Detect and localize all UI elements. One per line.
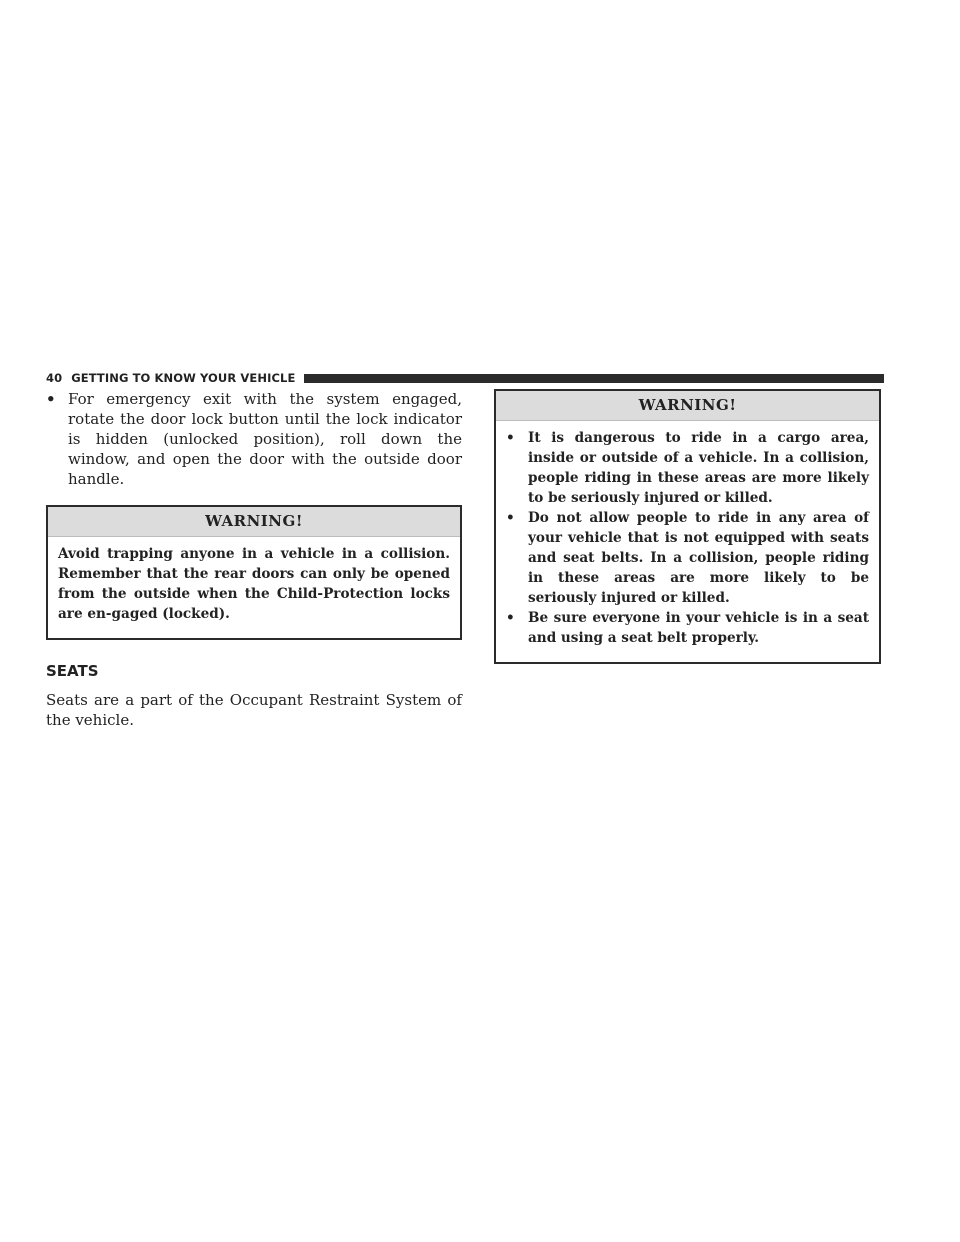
warning-list-item [506,428,869,508]
warning-title: WARNING! [48,507,460,537]
warning-body [48,537,460,638]
bullet-icon: • [506,610,515,626]
warning-item-text: Be sure everyone in your vehicle is in a seat and using a seat belt properly. [528,610,869,646]
page-header [46,369,884,387]
warning-list-item [506,508,869,608]
warning-list [506,428,869,648]
header-rule [304,374,884,383]
warning-box-cargo [494,389,881,664]
emergency-exit-text: For emergency exit with the system engaged, rotate the door lock button until the lock indicator is hidden (unlocked position), roll down the window, and open the door with the outside door handle. [68,390,462,488]
seats-paragraph: Seats are a part of the Occupant Restraint System of the vehicle. [46,691,462,729]
emergency-exit-bullet [46,389,462,489]
section-heading-seats: SEATS [46,662,99,680]
warning-text: Avoid trapping anyone in a vehicle in a collision. Remember that the rear doors can only be opened from the outside when the Child-Protection locks are en-gaged (locked). [58,546,450,622]
warning-box-child-locks [46,505,462,640]
warning-item-text: Do not allow people to ride in any area of your vehicle that is not equipped with seats and seat belts. In a collision, people riding in these areas are more likely to be seriously injured or killed. [528,510,869,606]
warning-body [496,421,879,662]
warning-title: WARNING! [496,391,879,421]
warning-list-item [506,608,869,648]
warning-item-text: It is dangerous to ride in a cargo area, inside or outside of a vehicle. In a collision, people riding in these areas are more likely to be seriously injured or killed. [528,430,869,506]
right-column [494,389,881,664]
section-title: GETTING TO KNOW YOUR VEHICLE [71,371,296,385]
bullet-icon: • [46,390,56,408]
bullet-icon: • [506,510,515,526]
page-number: 40 [46,371,63,385]
bullet-icon: • [506,430,515,446]
left-column [46,389,462,730]
